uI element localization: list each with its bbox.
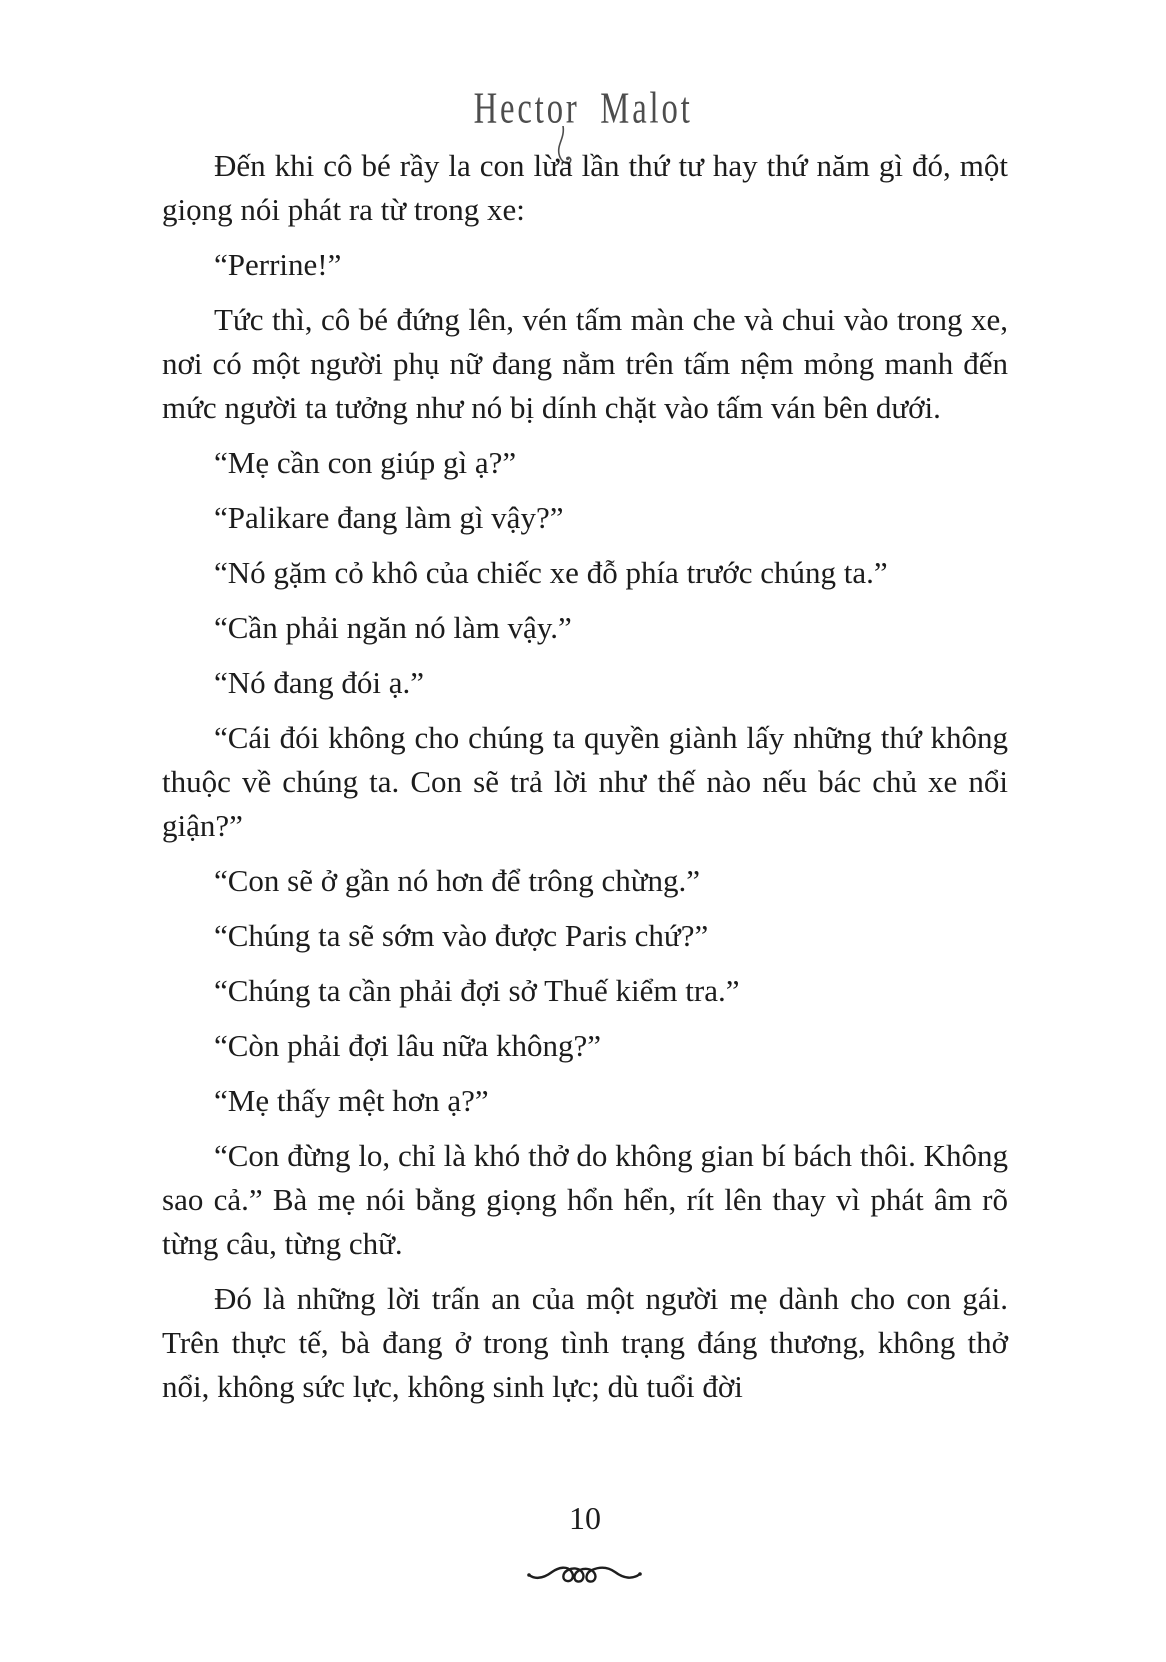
paragraph: “Palikare đang làm gì vậy?”: [214, 500, 564, 535]
paragraph: “Mẹ thấy mệt hơn ạ?”: [214, 1083, 489, 1118]
paragraph: Đó là những lời trấn an của một người mẹ dành cho con gái. Trên thực tế, bà đang ở trong tình trạng đáng thương, không thở nổi, không sức lực, không sinh lực; dù tuổi đời: [162, 1281, 1008, 1404]
paragraph: “Cần phải ngăn nó làm vậy.”: [214, 610, 572, 645]
paragraph: “Mẹ cần con giúp gì ạ?”: [214, 445, 517, 480]
author-name: Hector Malot: [473, 84, 693, 133]
paragraph: “Perrine!”: [214, 247, 342, 282]
paragraph: “Cái đói không cho chúng ta quyền giành lấy những thứ không thuộc về chúng ta. Con sẽ trả lời như thế nào nếu bác chủ xe nổi giận?”: [162, 720, 1008, 843]
paragraph: Tức thì, cô bé đứng lên, vén tấm màn che và chui vào trong xe, nơi có một người phụ nữ đang nằm trên tấm nệm mỏng manh đến mức người ta tưởng như nó bị dính chặt vào tấm ván bên dưới.: [162, 302, 1008, 425]
body-text: [162, 144, 1008, 1420]
paragraph: “Nó đang đói ạ.”: [214, 665, 425, 700]
paragraph: “Nó gặm cỏ khô của chiếc xe đỗ phía trước chúng ta.”: [214, 555, 888, 590]
paragraph: “Con đừng lo, chỉ là khó thở do không gian bí bách thôi. Không sao cả.” Bà mẹ nói bằng giọng hổn hển, rít lên thay vì phát âm rõ từng câu, từng chữ.: [162, 1138, 1008, 1261]
paragraph: “Chúng ta sẽ sớm vào được Paris chứ?”: [214, 918, 709, 953]
flourish-ornament-icon: [526, 1556, 644, 1590]
paragraph: “Còn phải đợi lâu nữa không?”: [214, 1028, 602, 1063]
running-head: [0, 84, 1166, 133]
paragraph: Đến khi cô bé rầy la con lừa lần thứ tư hay thứ năm gì đó, một giọng nói phát ra từ trong xe:: [162, 148, 1008, 227]
page-number: 10: [569, 1500, 601, 1536]
paragraph: “Con sẽ ở gần nó hơn để trông chừng.”: [214, 863, 701, 898]
footer-ornament: [162, 1556, 1008, 1595]
paragraph: “Chúng ta cần phải đợi sở Thuế kiểm tra.”: [214, 973, 740, 1008]
